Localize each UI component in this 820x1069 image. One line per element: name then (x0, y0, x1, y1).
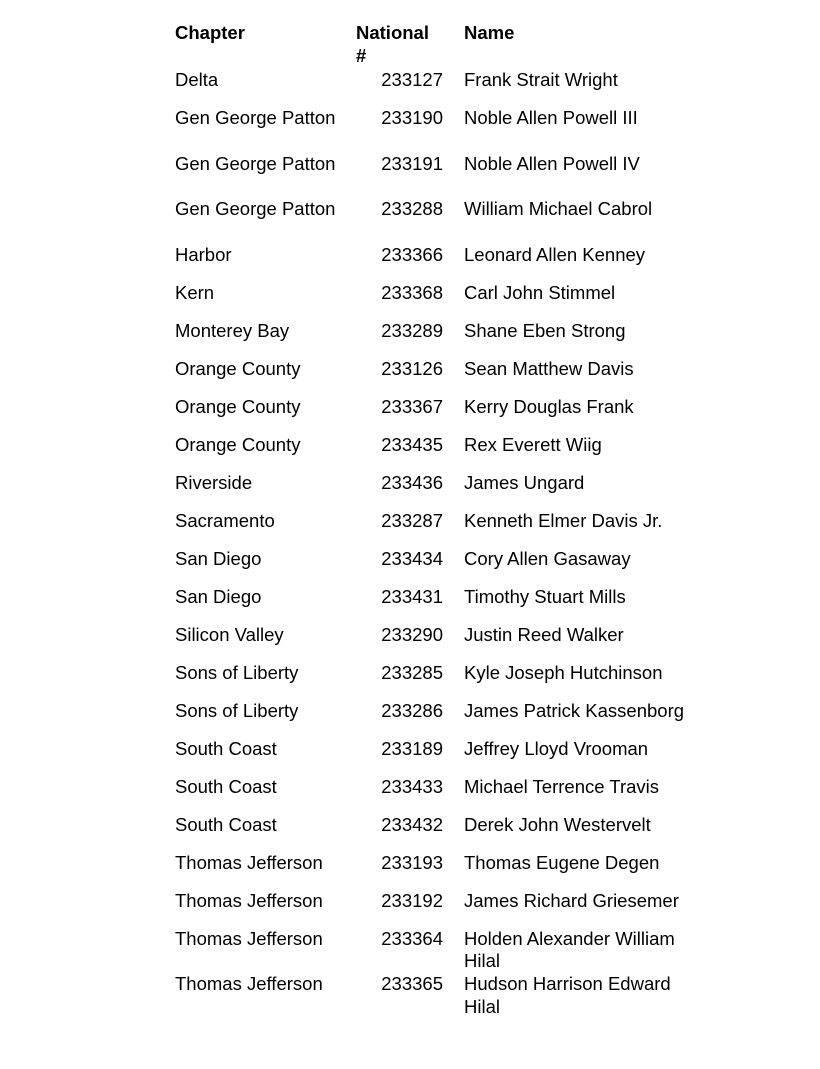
table-row (175, 153, 735, 199)
national-number-cell: 233434 (381, 547, 443, 569)
national-number-cell: 233364 (381, 927, 443, 949)
chapter-cell: Orange County (175, 433, 301, 455)
table-row (175, 852, 735, 890)
member-name-cell: Holden Alexander William Hilal (464, 927, 675, 971)
national-number-cell: 233435 (381, 433, 443, 455)
chapter-cell: Harbor (175, 243, 232, 265)
member-name-cell: Derek John Westervelt (464, 813, 651, 835)
chapter-cell: Sons of Liberty (175, 661, 299, 683)
member-name-cell: James Richard Griesemer (464, 889, 679, 911)
member-name-cell: Sean Matthew Davis (464, 357, 634, 379)
member-name-cell: Noble Allen Powell IV (464, 152, 640, 174)
table-row (175, 472, 735, 510)
document-page (175, 22, 735, 1019)
header-name: Name (464, 22, 515, 43)
table-row (175, 776, 735, 814)
member-name-cell: Rex Everett Wiig (464, 433, 602, 455)
chapter-cell: San Diego (175, 585, 262, 607)
member-name-cell: Cory Allen Gasaway (464, 547, 631, 569)
table-row (175, 282, 735, 320)
chapter-cell: Thomas Jefferson (175, 973, 323, 994)
national-number-cell: 233288 (381, 198, 443, 219)
national-number-cell: 233433 (381, 775, 443, 797)
national-number-cell: 233191 (381, 152, 443, 174)
member-name-cell: Kerry Douglas Frank (464, 395, 634, 417)
national-number-cell: 233289 (381, 319, 443, 341)
chapter-cell: Orange County (175, 357, 301, 379)
table-row (175, 586, 735, 624)
table-row (175, 244, 735, 282)
member-name-cell: Timothy Stuart Mills (464, 585, 626, 607)
table-row (175, 738, 735, 776)
chapter-cell: Thomas Jefferson (175, 851, 323, 873)
national-number-cell: 233127 (381, 69, 443, 90)
member-name-cell: Frank Strait Wright (464, 69, 618, 90)
member-name-cell: Michael Terrence Travis (464, 775, 660, 797)
table-row (175, 928, 735, 974)
table-row (175, 510, 735, 548)
member-name-cell: Carl John Stimmel (464, 281, 616, 303)
table-row (175, 890, 735, 928)
national-number-cell: 233192 (381, 889, 443, 911)
national-number-cell: 233431 (381, 585, 443, 607)
member-name-cell: Shane Eben Strong (464, 319, 626, 341)
member-name-cell: Kyle Joseph Hutchinson (464, 661, 663, 683)
member-name-cell: Kenneth Elmer Davis Jr. (464, 509, 663, 531)
national-number-cell: 233290 (381, 623, 443, 645)
member-table (175, 22, 735, 1019)
national-number-cell: 233436 (381, 471, 443, 493)
national-number-cell: 233365 (381, 973, 443, 994)
member-name-cell: Jeffrey Lloyd Vrooman (464, 737, 649, 759)
chapter-cell: Gen George Patton (175, 198, 336, 219)
national-number-cell: 233367 (381, 395, 443, 417)
chapter-cell: Silicon Valley (175, 623, 284, 645)
national-number-cell: 233286 (381, 699, 443, 721)
table-row (175, 700, 735, 738)
chapter-cell: Gen George Patton (175, 107, 336, 128)
chapter-cell: Delta (175, 69, 219, 90)
member-name-cell: Leonard Allen Kenney (464, 243, 646, 265)
national-number-cell: 233190 (381, 107, 443, 128)
table-header-row (175, 22, 735, 69)
member-name-cell: William Michael Cabrol (464, 198, 653, 219)
chapter-cell: Riverside (175, 471, 253, 493)
table-row (175, 662, 735, 700)
national-number-cell: 233189 (381, 737, 443, 759)
chapter-cell: Sacramento (175, 509, 275, 531)
table-row (175, 69, 735, 107)
chapter-cell: Thomas Jefferson (175, 927, 323, 949)
chapter-cell: South Coast (175, 775, 277, 797)
member-name-cell: Thomas Eugene Degen (464, 851, 660, 873)
member-name-cell: Justin Reed Walker (464, 623, 624, 645)
national-number-cell: 233366 (381, 243, 443, 265)
chapter-cell: South Coast (175, 813, 277, 835)
table-row (175, 320, 735, 358)
chapter-cell: San Diego (175, 547, 262, 569)
table-row (175, 396, 735, 434)
chapter-cell: Orange County (175, 395, 301, 417)
member-name-cell: Noble Allen Powell III (464, 107, 638, 128)
table-row (175, 973, 735, 1019)
national-number-cell: 233193 (381, 851, 443, 873)
chapter-cell: Kern (175, 281, 215, 303)
table-row (175, 624, 735, 662)
table-row (175, 198, 735, 244)
table-body (175, 69, 735, 1019)
national-number-cell: 233432 (381, 813, 443, 835)
header-national-number: National # (356, 22, 429, 66)
chapter-cell: Thomas Jefferson (175, 889, 323, 911)
member-name-cell: James Patrick Kassenborg (464, 699, 685, 721)
table-row (175, 107, 735, 153)
national-number-cell: 233287 (381, 509, 443, 531)
national-number-cell: 233368 (381, 281, 443, 303)
member-name-cell: James Ungard (464, 471, 585, 493)
table-row (175, 814, 735, 852)
chapter-cell: Monterey Bay (175, 319, 290, 341)
chapter-cell: South Coast (175, 737, 277, 759)
table-row (175, 548, 735, 586)
national-number-cell: 233285 (381, 661, 443, 683)
chapter-cell: Gen George Patton (175, 152, 336, 174)
member-name-cell: Hudson Harrison Edward Hilal (464, 973, 671, 1017)
header-chapter: Chapter (175, 22, 245, 43)
table-row (175, 358, 735, 396)
chapter-cell: Sons of Liberty (175, 699, 299, 721)
national-number-cell: 233126 (381, 357, 443, 379)
table-row (175, 434, 735, 472)
